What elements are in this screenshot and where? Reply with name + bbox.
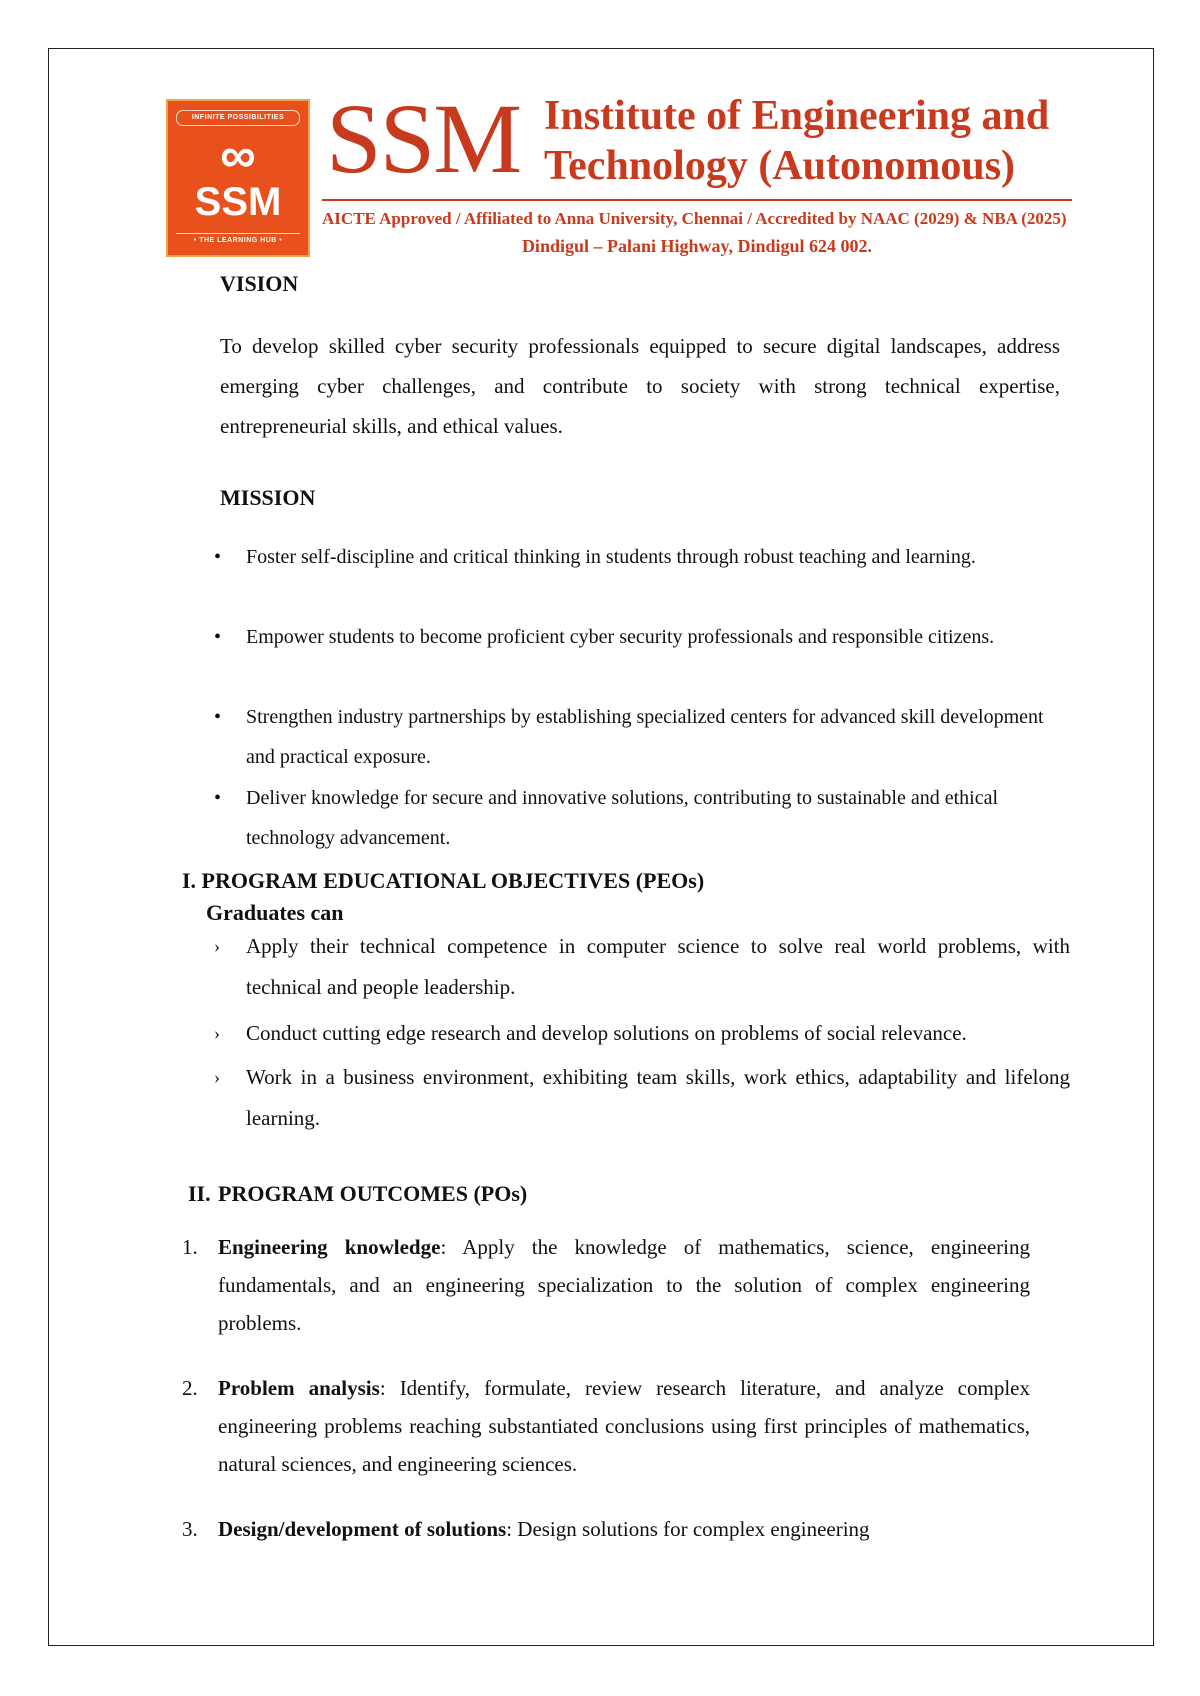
po-item: 3. Design/development of solutions: Design solutions for complex engineering	[182, 1517, 870, 1541]
po-heading: PROGRAM OUTCOMES (POs)	[218, 1181, 528, 1206]
peo-heading: I. PROGRAM EDUCATIONAL OBJECTIVES (PEOs)	[182, 868, 705, 893]
affiliation-line: AICTE Approved / Affiliated to Anna University, Chennai / Accredited by NAAC (2029) & NBA (2025)	[322, 209, 1067, 228]
bullet-icon: •	[214, 626, 222, 648]
bullet-icon: •	[214, 787, 222, 809]
logo-brand: SSM	[194, 180, 282, 224]
chevron-right-icon: ›	[214, 1067, 220, 1087]
chevron-right-icon: ›	[214, 936, 220, 956]
peo-item: › Conduct cutting edge research and develop solutions on problems of social relevance.	[214, 1013, 1070, 1054]
ssm-wordmark: SSM	[326, 83, 521, 194]
mission-item: • Empower students to become proficient cyber security professionals and responsible citizens.	[214, 617, 1060, 657]
peo-item: › Apply their technical competence in computer science to solve real world problems, with technical and people leadership.	[214, 926, 1070, 1008]
po-heading-numeral: II.	[188, 1181, 211, 1206]
vision-text: To develop skilled cyber security professionals equipped to secure digital landscapes, address emerging cyber challenges, and contribute to society with strong technical expertise, entrepreneurial skills, and ethical values.	[220, 334, 1060, 438]
po-item-title: Engineering knowledge	[218, 1235, 441, 1259]
institute-name-line2: Technology (Autonomous)	[544, 143, 1016, 189]
po-item-title: Design/development of solutions	[218, 1517, 507, 1541]
institute-name-line1: Institute of Engineering and	[544, 93, 1050, 139]
logo-tagline-top: INFINITE POSSIBILITIES	[176, 110, 300, 126]
vision-heading: VISION	[220, 271, 299, 296]
mission-item: • Strengthen industry partnerships by establishing specialized centers for advanced skill development and practical exposure.	[214, 697, 1060, 777]
header-divider	[322, 199, 1072, 201]
address-line: Dindigul – Palani Highway, Dindigul 624 002.	[521, 236, 873, 256]
ssm-logo	[166, 99, 310, 257]
bullet-icon: •	[214, 706, 222, 728]
infinity-icon: ∞	[220, 127, 256, 183]
mission-heading: MISSION	[220, 485, 316, 510]
mission-item: • Foster self-discipline and critical thinking in students through robust teaching and learning.	[214, 537, 1060, 577]
chevron-right-icon: ›	[214, 1023, 220, 1043]
bullet-icon: •	[214, 546, 222, 568]
peo-item: › Work in a business environment, exhibiting team skills, work ethics, adaptability and lifelong learning.	[214, 1057, 1070, 1139]
po-item: 2. Problem analysis: Identify, formulate, review research literature, and analyze complex engineering problems reaching substantiated conclusions using first principles of mathematics, natural sciences, and engineering sciences.	[182, 1376, 1030, 1476]
po-item-title: Problem analysis	[218, 1376, 380, 1400]
peo-subheading: Graduates can	[206, 900, 344, 925]
mission-item: • Deliver knowledge for secure and innovative solutions, contributing to sustainable and ethical technology advancement.	[214, 778, 1060, 858]
po-item: 1. Engineering knowledge: Apply the knowledge of mathematics, science, engineering fundamentals, and an engineering specialization to the solution of complex engineering problems.	[182, 1235, 1030, 1335]
logo-tagline-bottom: • THE LEARNING HUB •	[176, 233, 300, 248]
